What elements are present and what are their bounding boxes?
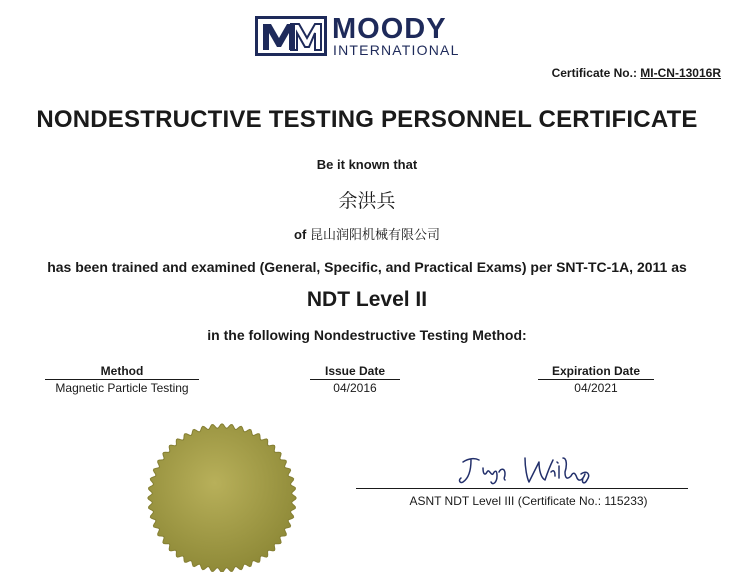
issue-date-value: 04/2016 <box>333 381 377 395</box>
be-known-line: Be it known that <box>316 157 418 172</box>
brand-name: MOODY <box>332 13 447 45</box>
issue-date-header: Issue Date <box>310 364 400 380</box>
gold-seal-icon <box>146 422 298 572</box>
certification-level: NDT Level II <box>306 288 428 311</box>
method-value: Magnetic Particle Testing <box>55 381 189 395</box>
document-title: NONDESTRUCTIVE TESTING PERSONNEL CERTIFICATE <box>36 106 698 133</box>
company-line <box>0 224 734 243</box>
company-prefix: of <box>294 227 307 242</box>
method-intro: in the following Nondestructive Testing Method: <box>207 327 527 343</box>
expiration-date-column <box>535 362 657 395</box>
signature-caption: ASNT NDT Level III (Certificate No.: 115233) <box>409 494 648 508</box>
signature-line <box>356 488 688 489</box>
certificate-number-label: Certificate No.: <box>551 66 637 80</box>
certificate-number <box>552 66 721 80</box>
method-column <box>40 362 204 395</box>
qualification-statement: has been trained and examined (General, Specific, and Practical Exams) per SNT-TC-1A, 2011 as <box>47 259 687 275</box>
moody-monogram-icon <box>255 16 327 56</box>
certificate-number-value: MI-CN-13016R <box>640 66 721 80</box>
issue-date-column <box>300 362 410 395</box>
brand-subtitle: INTERNATIONAL <box>333 42 460 58</box>
company-logo <box>255 14 465 60</box>
expiration-date-value: 04/2021 <box>574 381 618 395</box>
holder-name: 余洪兵 <box>338 190 396 212</box>
signature-icon <box>455 452 605 488</box>
company-name: 昆山润阳机械有限公司 <box>309 228 440 243</box>
method-header: Method <box>45 364 199 380</box>
expiration-date-header: Expiration Date <box>538 364 654 380</box>
